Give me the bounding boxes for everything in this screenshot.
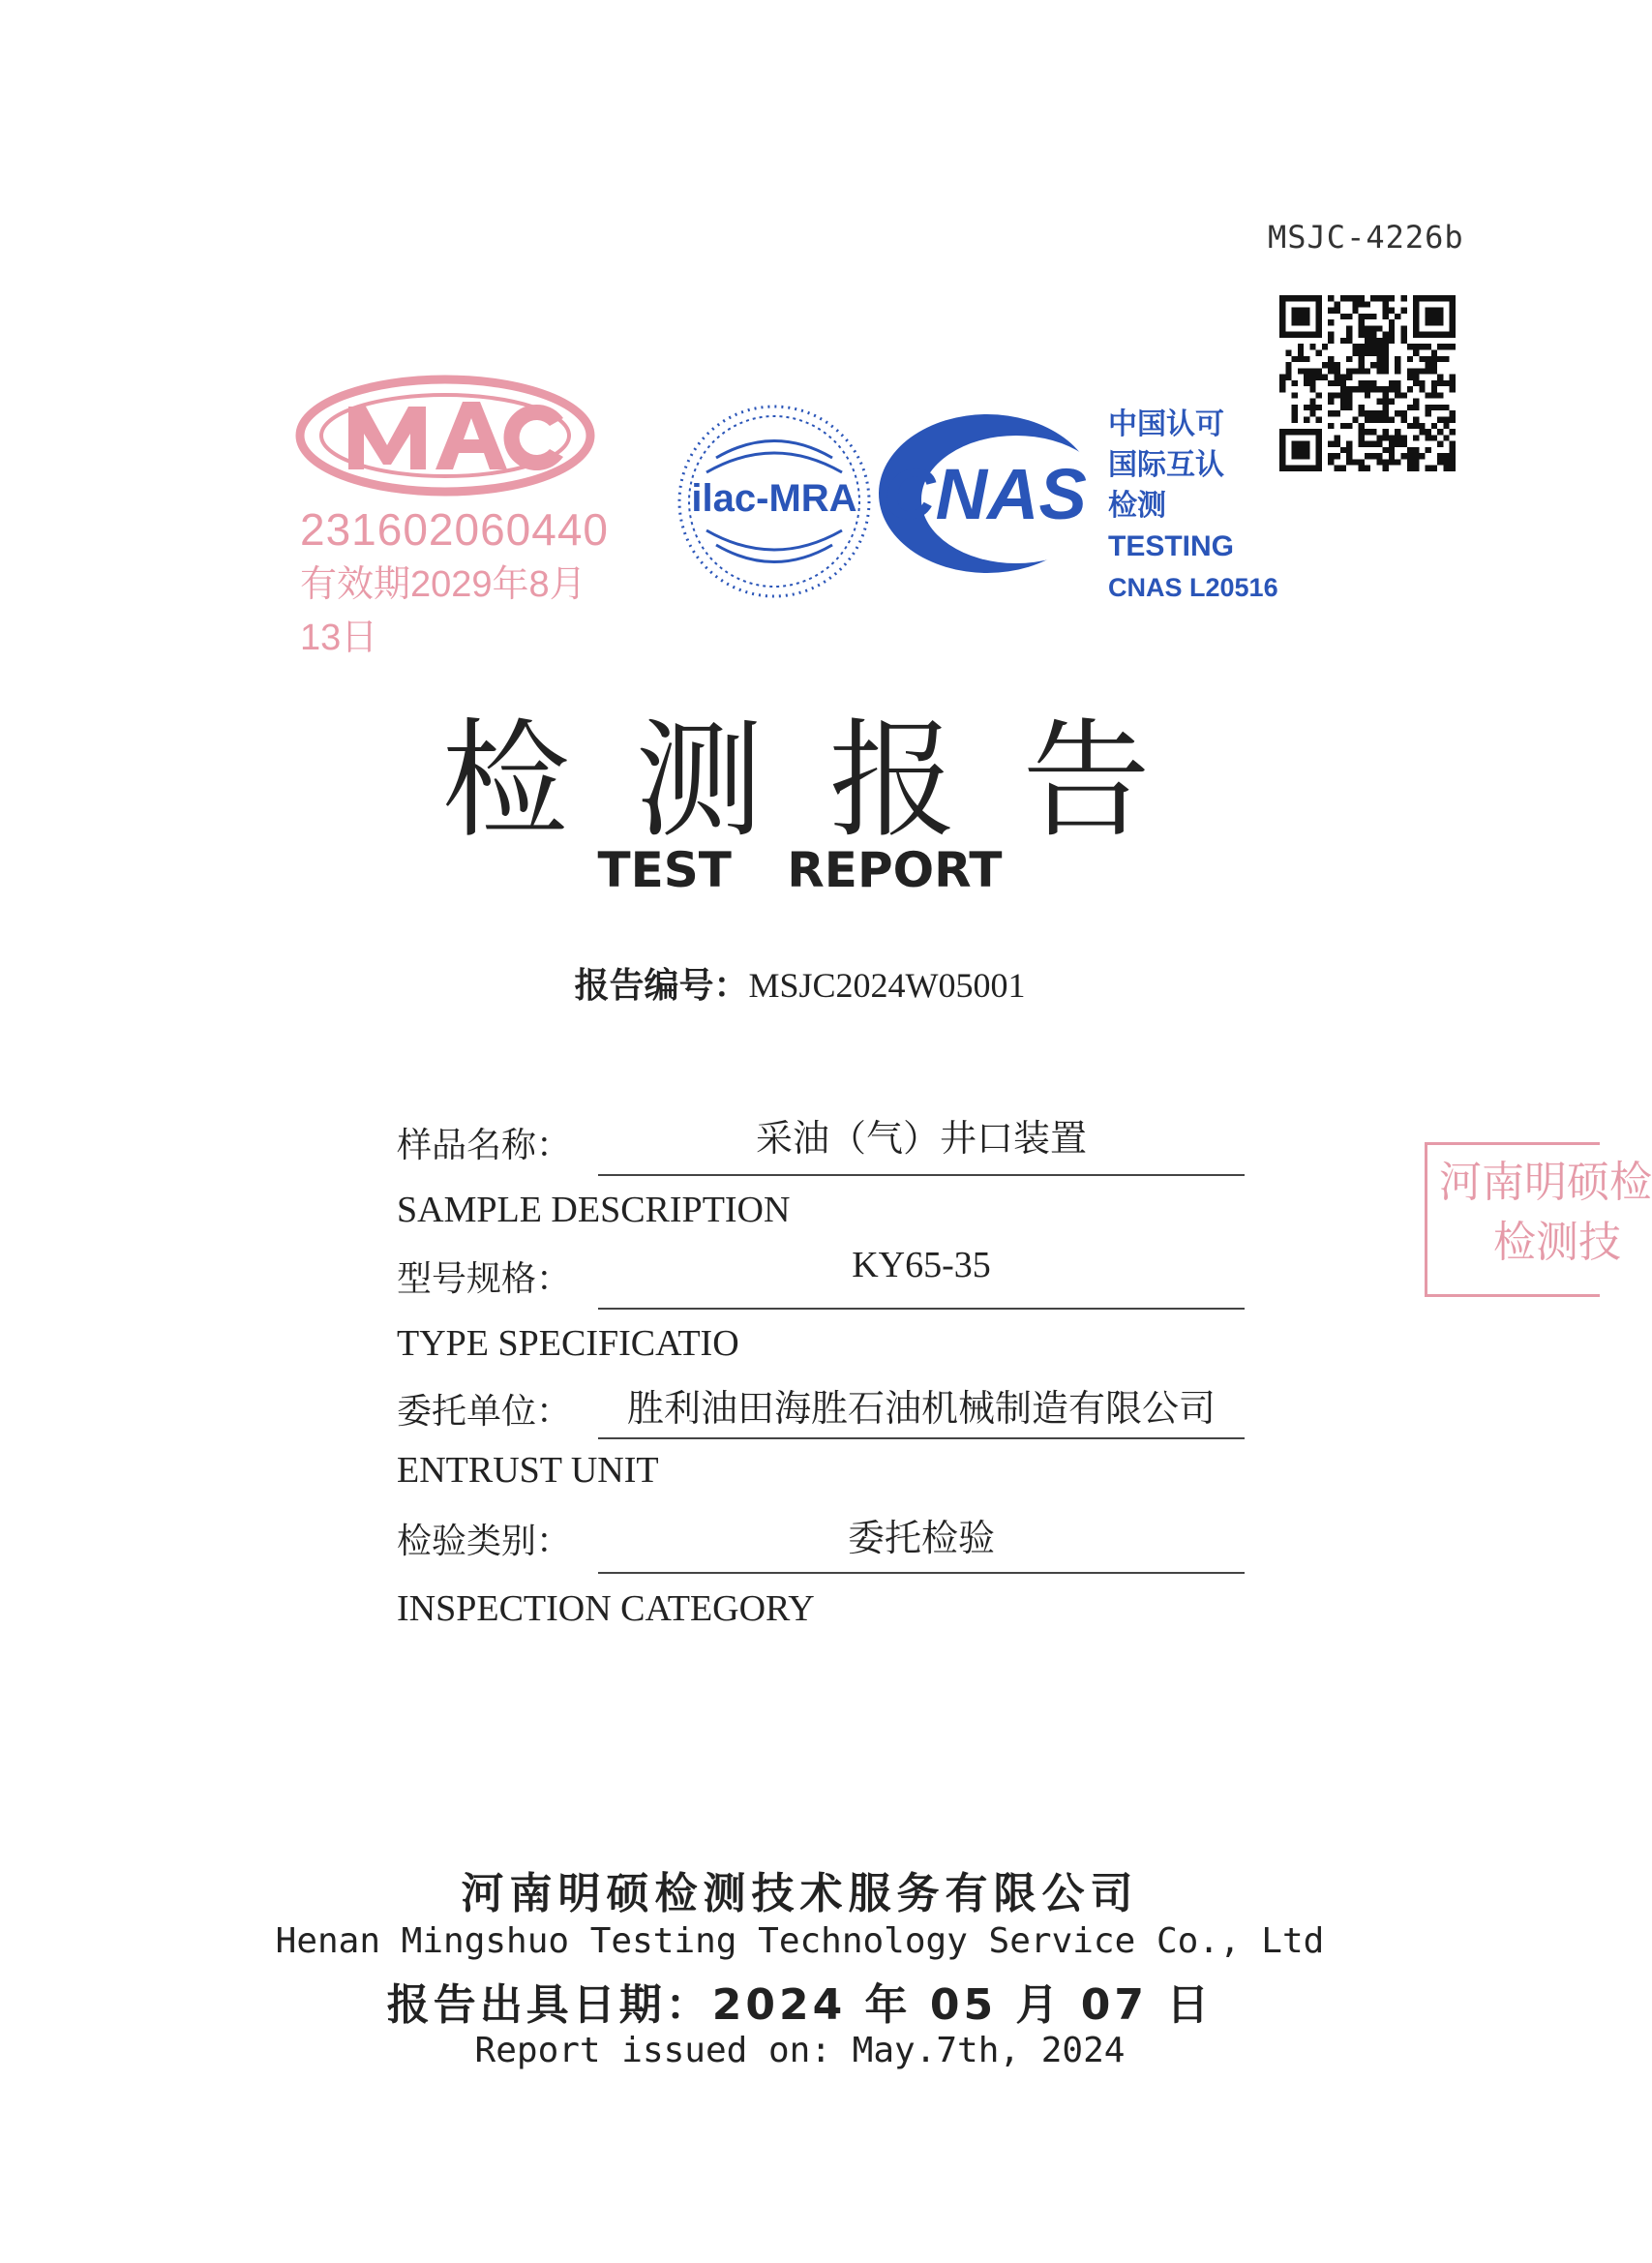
category-value: 委托检验: [847, 1517, 995, 1559]
sample-label-cn: 样品名称：: [397, 1126, 572, 1165]
cma-number: 231602060440: [300, 504, 609, 555]
report-title-chinese: 检测报告: [441, 707, 1216, 856]
company-name-chinese: 河南明硕检测技术服务有限公司: [461, 1869, 1139, 1918]
company-seal-stamp: [1425, 1142, 1652, 1297]
cnas-mark: CNAS: [884, 454, 1087, 534]
sample-underline: [598, 1174, 1245, 1176]
seal-line-1: 河南明硕检: [1439, 1158, 1652, 1207]
entrust-label-en: ENTRUST UNIT: [397, 1450, 659, 1491]
cnas-line-1: 中国认可: [1108, 408, 1224, 440]
cma-stamp: [290, 368, 610, 658]
ilac-mra-logo-icon: [668, 395, 881, 608]
category-label-cn: 检验类别：: [397, 1522, 572, 1561]
cnas-logo-icon: [871, 407, 1103, 581]
entrust-value: 胜利油田海胜石油机械制造有限公司: [626, 1387, 1216, 1430]
company-name-english: Henan Mingshuo Testing Technology Service Co., Ltd: [275, 1921, 1325, 1961]
entrust-underline: [598, 1437, 1245, 1439]
entrust-label-cn: 委托单位：: [397, 1392, 572, 1432]
ilac-mra-text: ilac-MRA: [691, 477, 857, 520]
cnas-line-5: CNAS L20516: [1108, 573, 1278, 602]
type-underline: [598, 1308, 1245, 1310]
cma-logo-icon: [290, 368, 610, 503]
issue-date-english: Report issued on: May.7th, 2024: [474, 2031, 1126, 2070]
document-code: MSJC-4226b: [1268, 219, 1464, 256]
sample-value: 采油（气）井口装置: [755, 1117, 1087, 1160]
report-title-english: TEST REPORT: [597, 842, 1003, 898]
report-number: [0, 958, 1600, 1008]
report-number-label: 报告编号：: [574, 966, 749, 1006]
seal-line-2: 检测技: [1493, 1218, 1621, 1267]
cnas-line-2: 国际互认: [1108, 449, 1224, 481]
report-number-value: MSJC2024W05001: [748, 966, 1026, 1005]
category-underline: [598, 1572, 1245, 1574]
cnas-line-3: 检测: [1108, 490, 1166, 522]
cnas-accreditation-text: [1108, 405, 1278, 608]
type-label-cn: 型号规格：: [397, 1259, 572, 1299]
type-label-en: TYPE SPECIFICATIO: [397, 1323, 739, 1364]
sample-label-en: SAMPLE DESCRIPTION: [397, 1190, 791, 1230]
issue-date-chinese: 报告出具日期：2024 年 05 月 07 日: [386, 1980, 1214, 2030]
cnas-line-4: TESTING: [1108, 530, 1235, 562]
cma-validity: 有效期2029年8月13日: [300, 564, 586, 658]
qr-code-icon: [1279, 295, 1456, 471]
category-label-en: INSPECTION CATEGORY: [397, 1588, 815, 1629]
type-value: KY65-35: [852, 1245, 991, 1285]
